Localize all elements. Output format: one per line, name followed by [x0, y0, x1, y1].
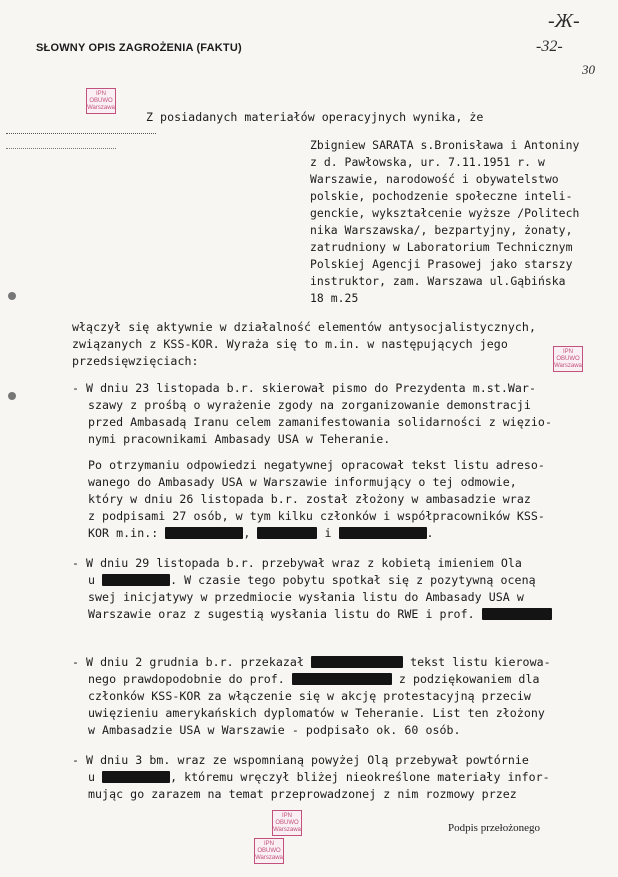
subject-data-line: Zbigniew SARATA s.Bronisława i Antoniny	[310, 138, 580, 152]
archive-stamp: IPN OBUWO Warszawa	[553, 346, 583, 372]
bullet-line: mując go zarazem na temat przeprowadzonej z nim rozmowy przez	[88, 787, 517, 801]
redaction-bar	[165, 527, 243, 539]
bullet-line: który w dniu 26 listopada b.r. został złożony w ambasadzie wraz	[88, 492, 531, 506]
bullet-line: - W dniu 23 listopada b.r. skierował pismo do Prezydenta m.st.War-	[72, 381, 536, 395]
bullet-line: członków KSS-KOR za włączenie się w akcję protestacyjną przeciw	[88, 689, 531, 703]
redaction-bar	[311, 656, 403, 668]
bullet-line: szawy z prośbą o wyrażenie zgody na zorganizowanie demonstracji	[88, 398, 531, 412]
handwritten-cross-mark: -Ж-	[548, 10, 580, 32]
bullet-line: Po otrzymaniu odpowiedzi negatywnej opracował tekst listu adreso-	[88, 458, 545, 472]
handwritten-page-number: 30	[582, 62, 595, 77]
subject-data-line: instruktor, zam. Warszawa ul.Gąbińska	[310, 274, 566, 288]
bullet-line: KOR m.in.: , i .	[88, 526, 434, 540]
bullet-line: przed Ambasadą Iranu celem zamanifestowania solidarności z więzio-	[88, 415, 552, 429]
handwritten-sheet-number: -32-	[536, 38, 563, 55]
bullet-line: nego prawdopodobnie do prof. z podziękowaniem dla	[88, 672, 540, 686]
body-line: związanych z KSS-KOR. Wyraża się to m.in. w następujących jego	[72, 337, 508, 351]
subject-data-line: genckie, wykształcenie wyższe /Politech	[310, 206, 580, 220]
subject-data-line: Warszawie, narodowość i obywatelstwo	[310, 172, 559, 186]
archive-stamp: IPN OBUWO Warszawa	[272, 810, 302, 836]
redaction-bar	[102, 574, 170, 586]
bullet-line: - W dniu 2 grudnia b.r. przekazał tekst listu kierowa-	[72, 655, 551, 669]
body-line: włączył się aktywnie w działalność elementów antysocjalistycznych,	[72, 320, 536, 334]
archive-stamp: IPN OBUWO Warszawa	[254, 838, 284, 864]
body-line: przedsięwzięciach:	[72, 354, 199, 368]
subject-data-line: 18 m.25	[310, 291, 359, 305]
redaction-bar	[339, 527, 427, 539]
bullet-line: uwięzieniu amerykańskich dyplomatów w Teheranie. List ten złożony	[88, 706, 545, 720]
archive-stamp: IPN OBUWO Warszawa	[86, 88, 116, 114]
bullet-line: nymi pracownikami Ambasady USA w Teheranie.	[88, 432, 391, 446]
dotted-margin-line	[6, 133, 156, 134]
subject-data-line: zatrudniony w Laboratorium Technicznym	[310, 240, 573, 254]
dotted-margin-line	[6, 148, 116, 149]
bullet-line: - W dniu 3 bm. wraz ze wspomnianą powyżej Olą przebywał powtórnie	[72, 753, 529, 767]
bullet-line: w Ambasadzie USA w Warszawie - podpisało ok. 60 osób.	[88, 723, 461, 737]
redaction-bar	[257, 527, 317, 539]
subject-data-line: Polskiej Agencji Prasowej jako starszy	[310, 257, 573, 271]
redaction-bar	[292, 673, 392, 685]
bullet-line: Warszawie oraz z sugestią wysłania listu do RWE i prof.	[88, 607, 552, 621]
redaction-bar	[102, 771, 170, 783]
bullet-line: z podpisami 27 osób, w tym kilku członków i współpracowników KSS-	[88, 509, 545, 523]
bullet-line: wanego do Ambasady USA w Warszawie informujący o tej odmowie,	[88, 475, 517, 489]
signature-label: Podpis przełożonego	[448, 822, 540, 834]
bullet-line: swej inicjatywy w przedmiocie wysłania listu do Ambasady USA w	[88, 590, 524, 604]
punch-hole	[8, 292, 16, 300]
subject-data-line: nika Warszawska/, bezpartyjny, żonaty,	[310, 223, 573, 237]
bullet-line: u . W czasie tego pobytu spotkał się z pozytywną oceną	[88, 573, 536, 587]
bullet-line: - W dniu 29 listopada b.r. przebywał wraz z kobietą imieniem Ola	[72, 556, 522, 570]
bullet-line: u , któremu wręczył bliżej nieokreślone materiały infor-	[88, 770, 550, 784]
intro-line: Z posiadanych materiałów operacyjnych wynika, że	[146, 110, 484, 124]
punch-hole	[8, 392, 16, 400]
redaction-bar	[482, 608, 552, 620]
subject-data-line: polskie, pochodzenie społeczne inteli-	[310, 189, 573, 203]
subject-data-line: z d. Pawłowska, ur. 7.11.1951 r. w	[310, 155, 545, 169]
form-title: SŁOWNY OPIS ZAGROŻENIA (FAKTU)	[36, 42, 242, 54]
